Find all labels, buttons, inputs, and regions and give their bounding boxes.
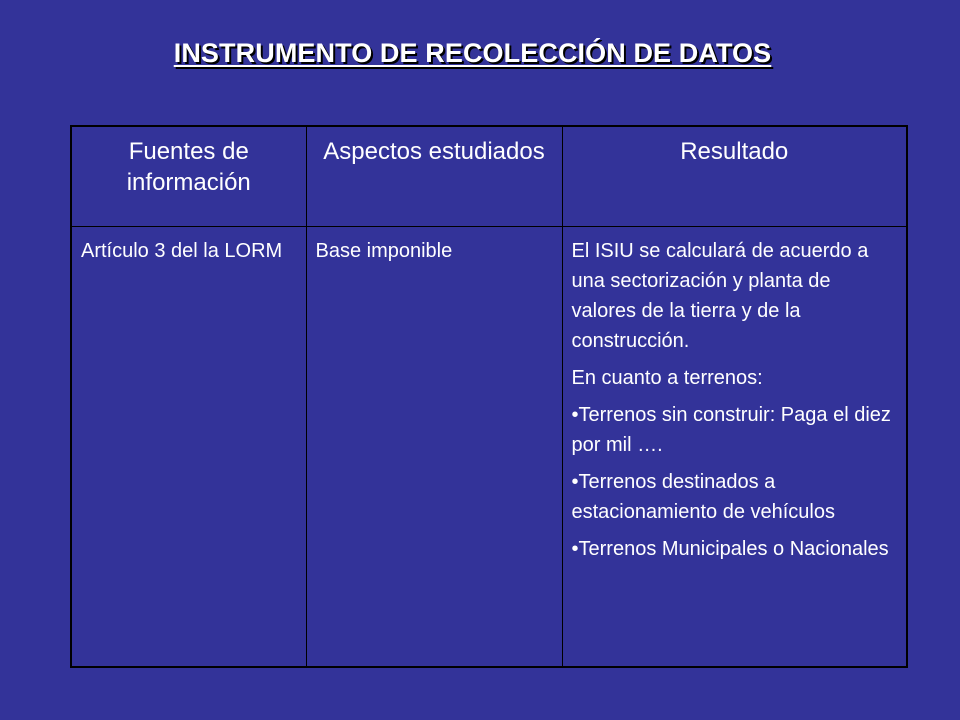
- cell-aspect: Base imponible: [306, 227, 562, 668]
- header-aspects: Aspectos estudiados: [306, 126, 562, 227]
- slide-title: INSTRUMENTO DE RECOLECCIÓN DE DATOS: [173, 38, 772, 68]
- table-header-row: [71, 126, 907, 227]
- header-sources: Fuentes de información: [71, 126, 306, 227]
- result-bullet-parking-land: [572, 467, 899, 527]
- table-row: [71, 227, 907, 668]
- result-paragraph-intro: El ISIU se calculará de acuerdo a una sectorización y planta de valores de la tierra y de la construcción.: [571, 240, 869, 352]
- data-collection-table: [70, 125, 908, 668]
- result-bullet-unbuilt-land: [572, 400, 899, 460]
- result-bullet-public-land: [572, 534, 899, 564]
- cell-result: [562, 227, 907, 668]
- cell-source: Artículo 3 del la LORM: [71, 227, 306, 668]
- header-result: Resultado: [562, 126, 907, 227]
- result-bullet-text: Terrenos sin construir: Paga el diez por mil ….: [571, 404, 891, 456]
- result-bullet-text: Terrenos destinados a estacionamiento de vehículos: [571, 471, 835, 523]
- result-paragraph-terrain-heading: En cuanto a terrenos:: [571, 367, 763, 389]
- result-bullet-text: Terrenos Municipales o Nacionales: [578, 538, 889, 560]
